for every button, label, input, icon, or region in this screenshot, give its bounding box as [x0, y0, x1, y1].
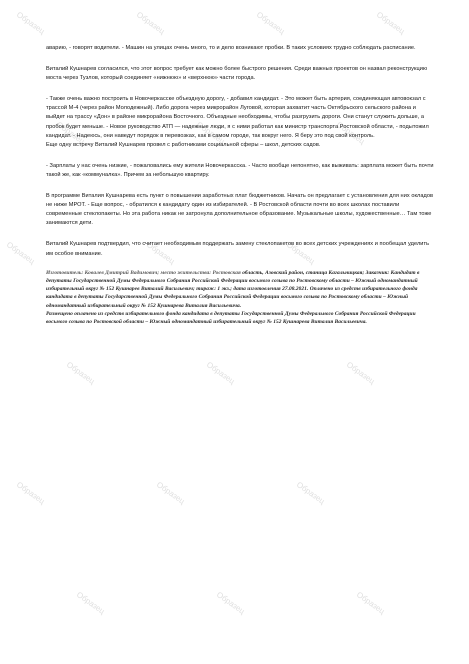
watermark: Образец [194, 120, 227, 146]
paragraph: - Зарплаты у нас очень низкие, - пожаловались ему жители Новочеркасска. - Часто вообще непонятно, как выживать: зарплата может быть почти такой же, как «коммуналка». Причем за небольшую квартиру. [46, 162, 434, 178]
paragraph: - Также очень важно построить в Новочеркасске объездную дорогу, - добавил кандидат. - Это может быть артерия, соединяющая автовокзал с трассой М-4 (через район Молодежный). Либо дорога через микрорайон Луговой, которая захватит часть Октябрьского сельского района и выйдет на трассу «Дон» в районе микрорайона Восточного. Объездные необходимы, чтобы разгрузить дороги. Они станут служить дольше, а пробок будет меньше. - Новое руководство АТП — надежные люди, я с ними работал как министр транспорта Ростовской области, - подытожил кандидат. - Надеюсь, они наведут порядок в перевозках, как в самом городе, так вокруг него. Я беру это под свой контроль. [46, 96, 429, 139]
imprint-text: область, Азовский район, станица Кагальницкая; Заказчик: Кандидат в депутаты Государственной Думы Федерального Собрания Российской Федерации восьмого созыва по Ростовскому области – Южный одномандатный избирательный округ № 152 Кушнарев Виталий Васильевич; тираж: 1 экз.; дата изготовления 27.08.2021. Оплачено из средств избирательного фонда кандидата в депутаты Государственной Думы Федерального Собрания Российской Федерации восьмого созыва по Ростовскому области – Южный одномандатный избирательный округ № 152 Кушнарева Виталия Васильевича. [46, 269, 420, 309]
watermark: Образец [284, 240, 317, 266]
watermark: Образец [74, 590, 107, 616]
watermark: Образец [54, 120, 87, 146]
paragraph: Виталий Кушнарев подтвердил, что считает необходимым поддержать замену стеклопакетов во всех детских учреждениях и пообещал уделить им особое внимание. [46, 241, 430, 257]
watermark: Образец [154, 480, 187, 506]
watermark: Образец [344, 360, 377, 386]
publisher-imprint [46, 269, 434, 327]
watermark: Образец [14, 480, 47, 506]
paragraph: аварию, - говорят водители. - Машин на улицах очень много, то и дело возникают пробки. В таких условиях трудно соблюдать расписание. [46, 45, 416, 51]
watermark: Образец [294, 480, 327, 506]
watermark: Образец [334, 120, 367, 146]
imprint-lead: Изготовитель: Ковалев Дмитрий Вадимович; место жительства: Ростовская [46, 269, 241, 276]
watermark: Образец [134, 10, 167, 36]
article-body [46, 44, 434, 327]
imprint-text-2: Размещено оплачено из средств избирательного фонда кандидата в депутаты Государственной Думы Федерального Собрания Российской Федерации восьмого созыва по Ростовской области – Южный одномандатный избирательный округ № 152 Кушнарева Виталия Васильевича. [46, 311, 416, 326]
watermark: Образец [14, 10, 47, 36]
watermark: Образец [204, 360, 237, 386]
watermark: Образец [4, 240, 37, 266]
watermark: Образец [214, 590, 247, 616]
watermark: Образец [354, 590, 387, 616]
watermark: Образец [64, 360, 97, 386]
watermark: Образец [144, 240, 177, 266]
watermark: Образец [254, 10, 287, 36]
paragraph: Еще одну встречу Виталий Кушнарев провел с работниками социальной сферы – школ, детских садов. [46, 141, 321, 148]
paragraph: В программе Виталия Кушнарева есть пункт о повышении заработных плат бюджетников. Начать он предлагает с установления для них окладов не ниже МРОТ. - Еще вопрос, - обратился к кандидату один из избирателей. - В Ростовской области почти во всех школах поставили современные стеклопакеты. Но эта работа никак не затронула дополнительное образование. Музыкальные школы, художественные… Там тоже занимаются дети. [46, 193, 434, 227]
paragraph: Виталий Кушнарев согласился, что этот вопрос требует как можно более быстрого решения. Среди важных проектов он назвал реконструкцию моста через Тузлов, который соединяет «нижнюю» и «верхнюю» части города. [46, 66, 428, 82]
watermark: Образец [374, 10, 407, 36]
